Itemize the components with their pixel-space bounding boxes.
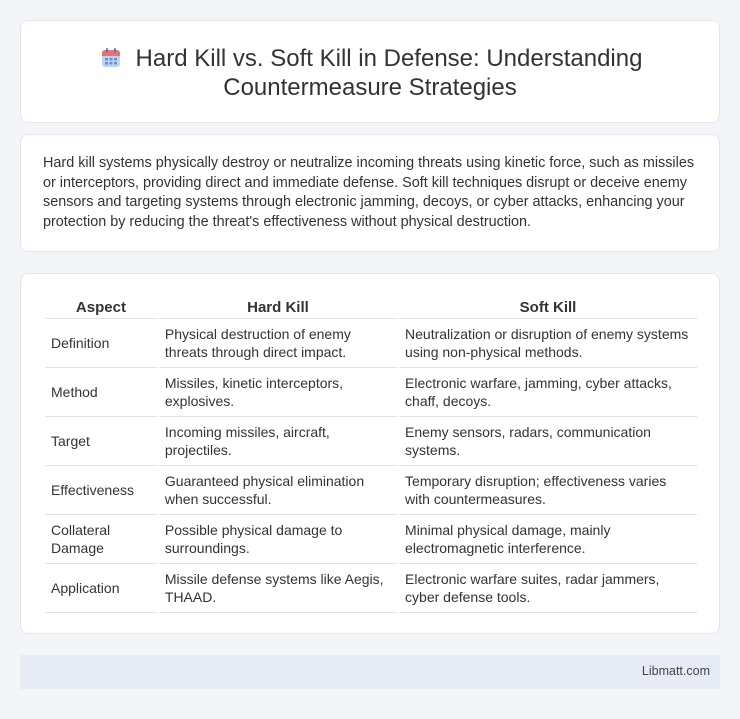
row-hard-kill: Missiles, kinetic interceptors, explosives. [159,368,397,417]
row-aspect: Method [45,368,157,417]
title-line-1: Hard Kill vs. Soft Kill in Defense: Understanding [135,45,643,72]
title-line-2: Countermeasure Strategies [223,74,517,101]
row-soft-kill: Temporary disruption; effectiveness varies with countermeasures. [399,466,697,515]
row-aspect: Effectiveness [45,466,157,515]
row-soft-kill: Electronic warfare, jamming, cyber attacks, chaff, decoys. [399,368,697,417]
row-soft-kill: Minimal physical damage, mainly electromagnetic interference. [399,515,697,564]
table-header-row [45,296,697,319]
header-soft-kill: Soft Kill [399,296,697,319]
header-aspect: Aspect [45,296,157,319]
row-soft-kill: Neutralization or disruption of enemy systems using non-physical methods. [399,319,697,368]
row-hard-kill: Possible physical damage to surroundings. [159,515,397,564]
row-aspect: Target [45,417,157,466]
row-aspect: Collateral Damage [45,515,157,564]
header-hard-kill: Hard Kill [159,296,397,319]
table-row [45,564,697,613]
row-hard-kill: Missile defense systems like Aegis, THAAD. [159,564,397,613]
intro-card [20,134,720,252]
comparison-table [43,296,699,613]
table-row [45,368,697,417]
title-card [20,20,720,123]
row-hard-kill: Physical destruction of enemy threats through direct impact. [159,319,397,368]
table-row [45,417,697,466]
row-aspect: Definition [45,319,157,368]
footer-brand-link[interactable]: Libmatt.com [641,664,710,678]
table-row [45,515,697,564]
row-soft-kill: Electronic warfare suites, radar jammers, cyber defense tools. [399,564,697,613]
table-row [45,319,697,368]
table-row [45,466,697,515]
row-hard-kill: Incoming missiles, aircraft, projectiles. [159,417,397,466]
comparison-card [20,273,720,634]
page-title [21,44,719,102]
row-aspect: Application [45,564,157,613]
footer-bar [20,655,720,689]
intro-paragraph: Hard kill systems physically destroy or neutralize incoming threats using kinetic force, such as missiles or interceptors, providing direct and immediate defense. Soft kill techniques disrupt or deceive enemy sensors and targeting systems through electronic jamming, decoys, or cyber attacks, enhancing your protection by reducing the threat's effectiveness without physical destruction. [43,155,695,230]
row-hard-kill: Guaranteed physical elimination when successful. [159,466,397,515]
row-soft-kill: Enemy sensors, radars, communication systems. [399,417,697,466]
